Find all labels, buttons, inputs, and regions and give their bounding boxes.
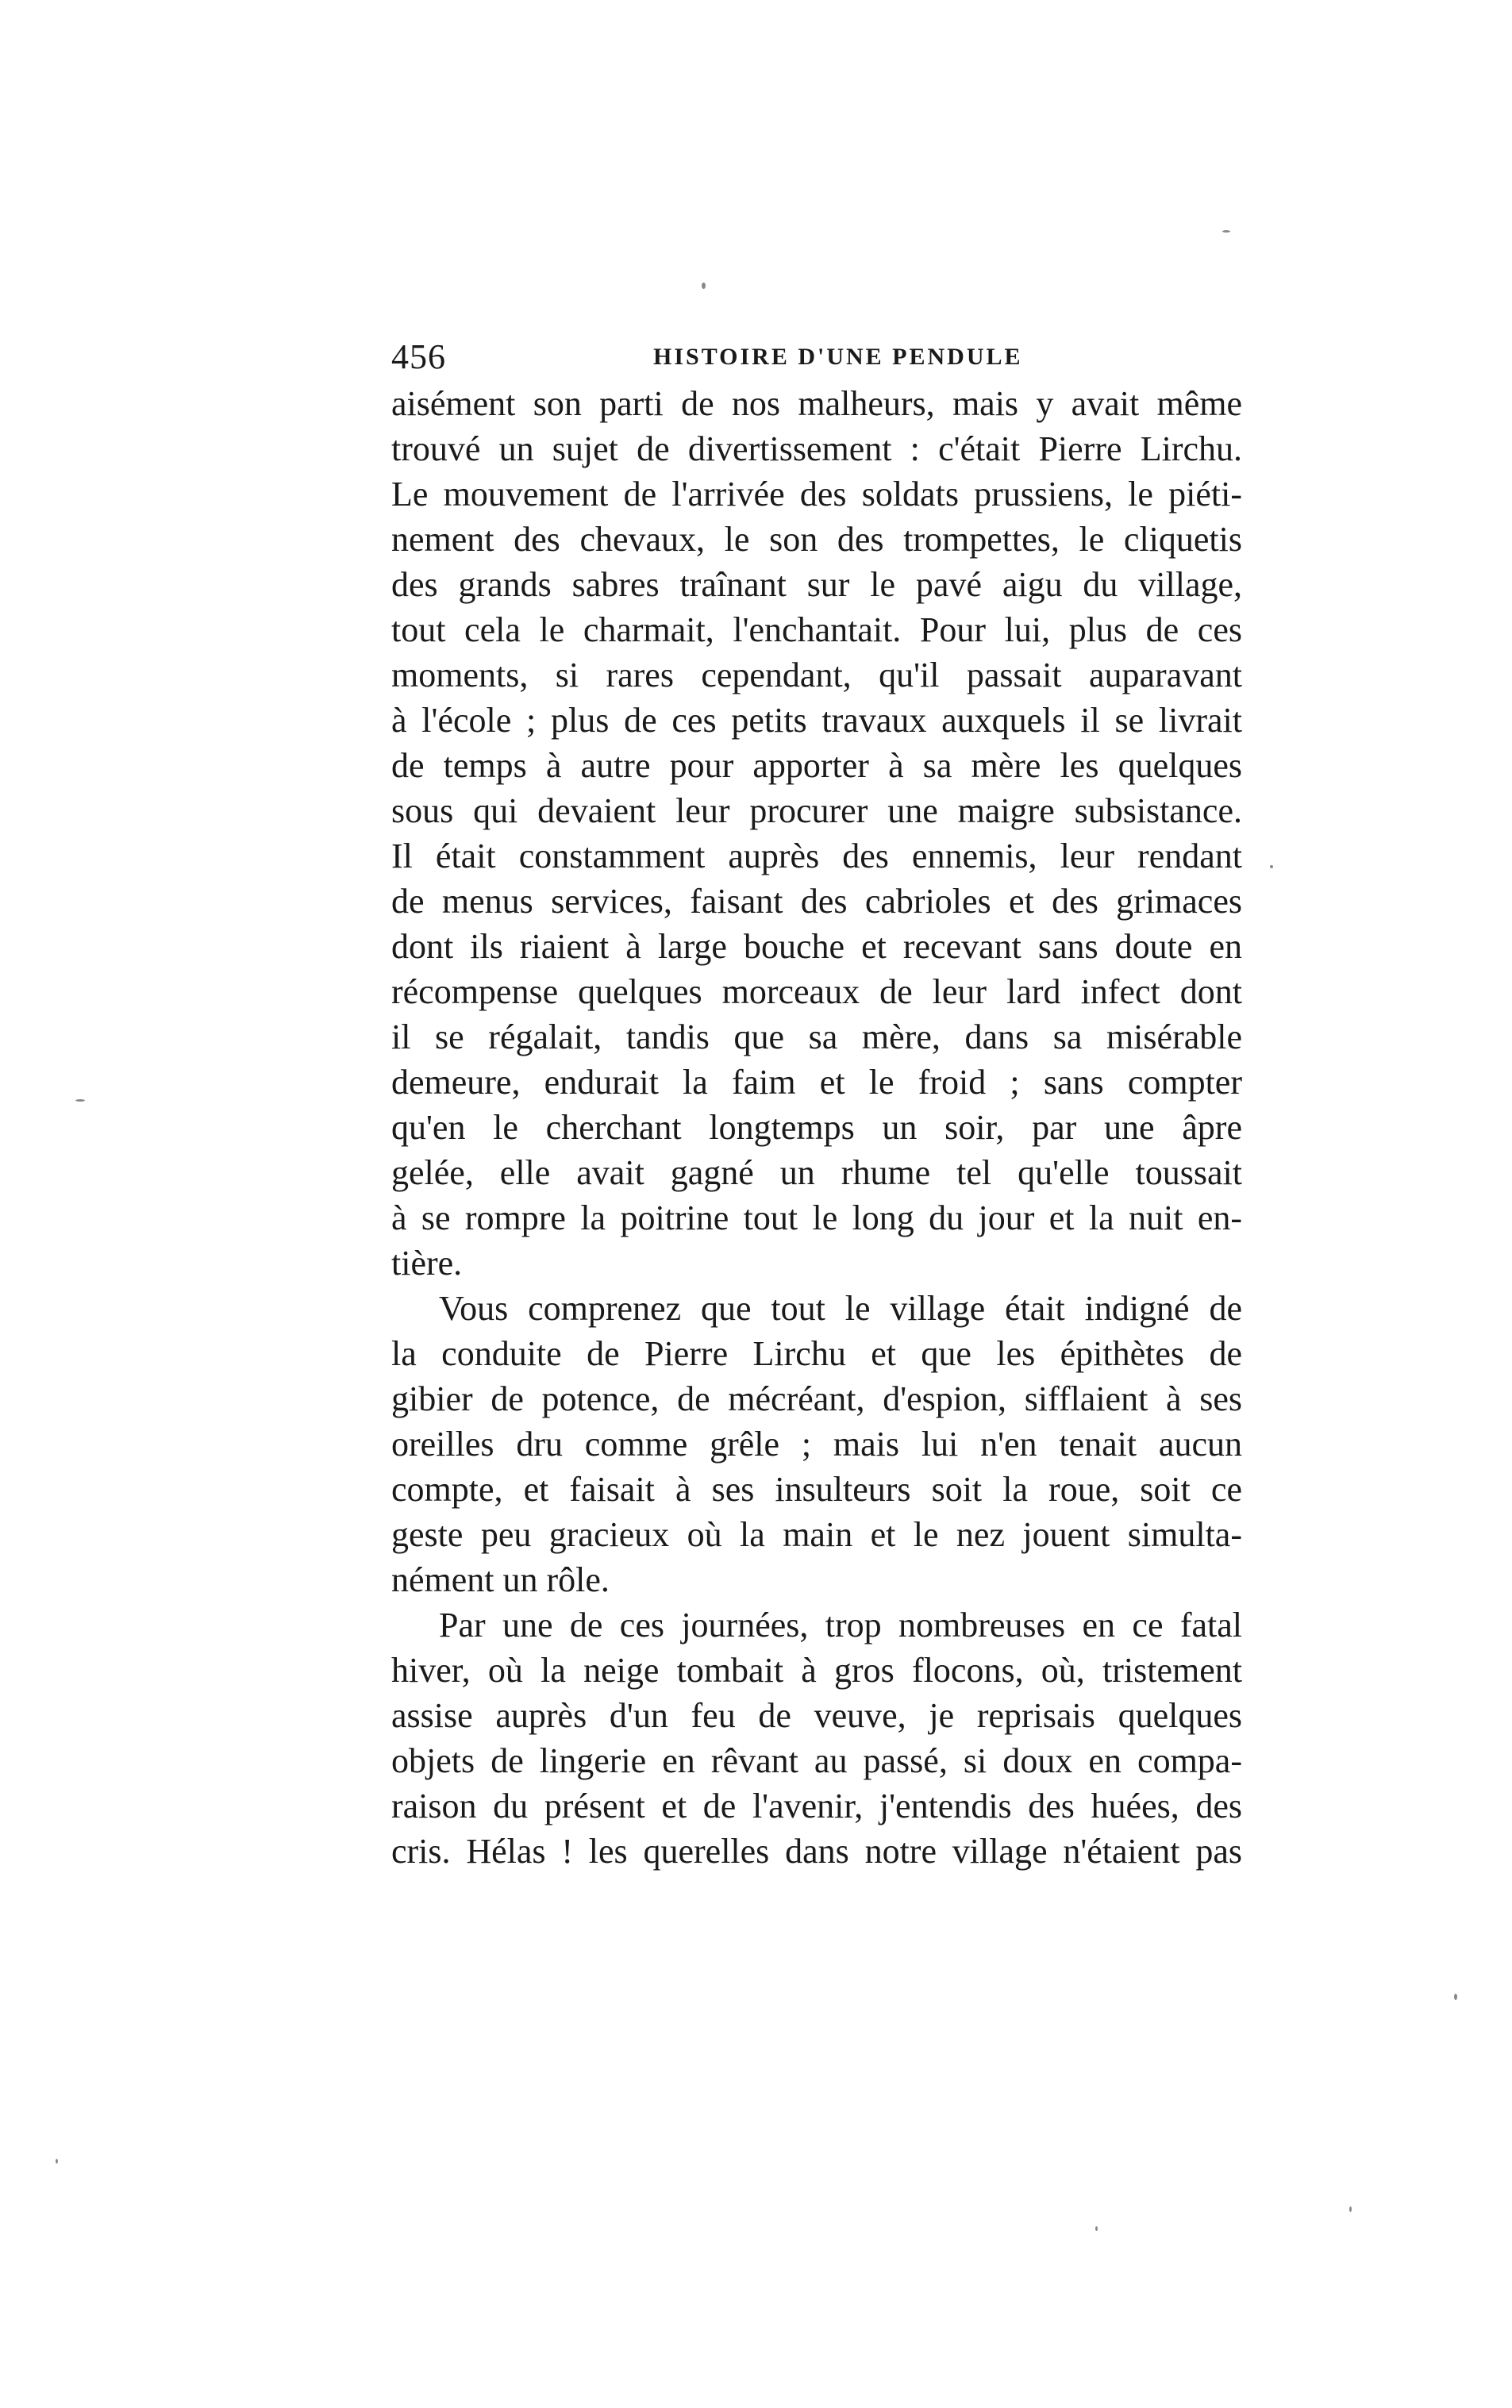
text-line: objets de lingerie en rêvant au passé, si doux en compa- [391,1741,1242,1780]
text-line: sous qui devaient leur procurer une maigre subsistance. [391,791,1242,830]
text-line: Par une de ces journées, trop nombreuses en ce fatal [439,1606,1242,1644]
body-text [391,381,1242,1874]
scan-speck [702,283,706,289]
scan-speck [1222,230,1230,233]
running-head [391,333,1242,381]
text-line: il se régalait, tandis que sa mère, dans sa misérable [391,1017,1242,1056]
text-line: dont ils riaient à large bouche et recevant sans doute en [391,927,1242,966]
scan-speck [1270,865,1273,868]
text-line: de temps à autre pour apporter à sa mère les quelques [391,746,1242,785]
text-line: assise auprès d'un feu de veuve, je reprisais quelques [391,1696,1242,1735]
page-number: 456 [391,337,446,376]
text-line: des grands sabres traînant sur le pavé aigu du village, [391,565,1242,604]
text-line: raison du présent et de l'avenir, j'entendis des huées, des [391,1787,1242,1825]
text-line: tière. [391,1244,463,1283]
text-line: Il était constamment auprès des ennemis, leur rendant [391,837,1242,875]
text-line: compte, et faisait à ses insulteurs soit la roue, soit ce [391,1470,1242,1509]
text-line: geste peu gracieux où la main et le nez jouent simulta- [391,1515,1242,1554]
text-line: tout cela le charmait, l'enchantait. Pour lui, plus de ces [391,610,1242,649]
scan-speck [56,2159,58,2164]
text-line: aisément son parti de nos malheurs, mais y avait même [391,384,1242,423]
text-line: à se rompre la poitrine tout le long du jour et la nuit en- [391,1198,1242,1237]
text-line: cris. Hélas ! les querelles dans notre village n'étaient pas [391,1832,1242,1871]
running-title: HISTOIRE D'UNE PENDULE [653,344,1023,370]
text-line: gelée, elle avait gagné un rhume tel qu'elle toussait [391,1153,1242,1192]
text-line: de menus services, faisant des cabrioles et des grimaces [391,882,1242,921]
text-line: nement des chevaux, le son des trompettes, le cliquetis [391,520,1242,559]
text-line: nément un rôle. [391,1560,610,1599]
scan-speck [1454,1994,1457,2000]
text-line: à l'école ; plus de ces petits travaux auxquels il se livrait [391,701,1242,740]
text-line: la conduite de Pierre Lirchu et que les épithètes de [391,1334,1242,1373]
text-line: demeure, endurait la faim et le froid ; sans compter [391,1063,1242,1102]
text-line: qu'en le cherchant longtemps un soir, par une âpre [391,1108,1242,1147]
scan-speck [1095,2226,1098,2231]
scan-speck [75,1099,85,1102]
paragraph [391,381,1242,1286]
text-line: récompense quelques morceaux de leur lard infect dont [391,972,1242,1011]
paragraph [391,1602,1242,1874]
text-line: oreilles dru comme grêle ; mais lui n'en tenait aucun [391,1425,1242,1464]
paragraph [391,1286,1242,1602]
text-line: moments, si rares cependant, qu'il passait auparavant [391,656,1242,694]
text-line: gibier de potence, de mécréant, d'espion, sifflaient à ses [391,1379,1242,1418]
text-line: hiver, où la neige tombait à gros flocons, où, tristement [391,1651,1242,1690]
text-line: trouvé un sujet de divertissement : c'était Pierre Lirchu. [391,429,1242,468]
text-line: Le mouvement de l'arrivée des soldats prussiens, le piéti- [391,475,1242,514]
text-line: Vous comprenez que tout le village était indigné de [439,1289,1242,1328]
scan-speck [1349,2206,1352,2212]
